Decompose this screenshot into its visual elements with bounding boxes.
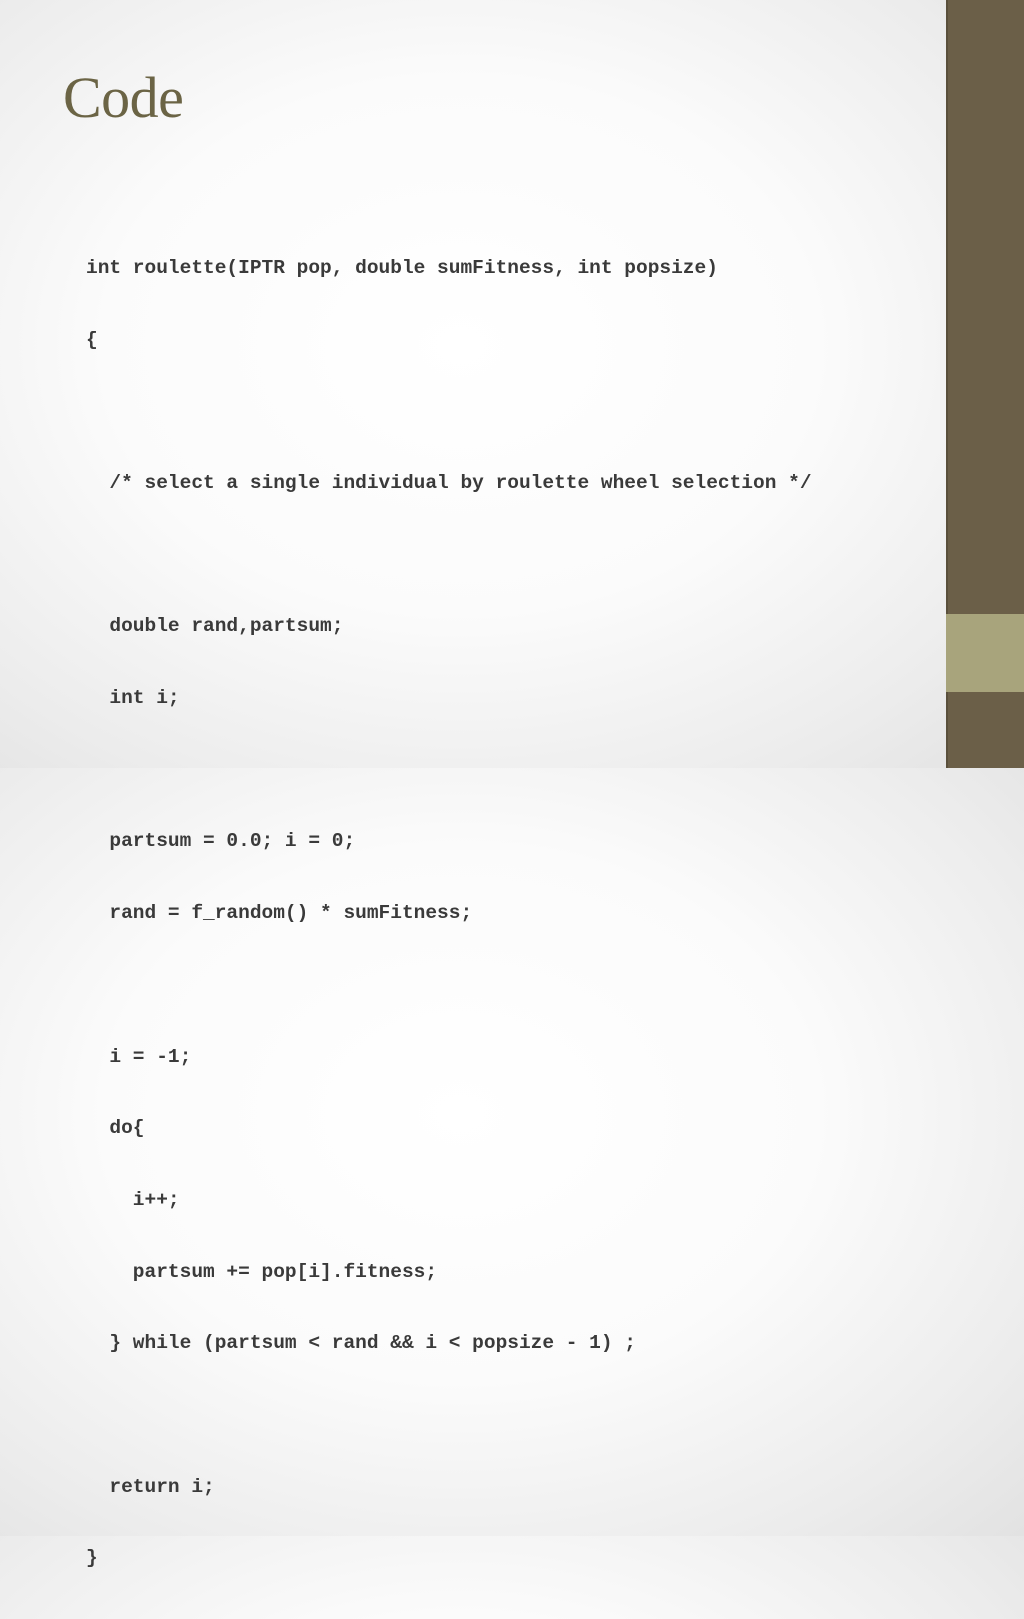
code-line: partsum += pop[i].fitness; [86,1260,438,1283]
code-line [86,400,812,424]
code-line: int roulette(IPTR pop, double sumFitness, int popsize) [86,256,718,279]
code-line [86,544,812,568]
code-line: double rand,partsum; [86,615,344,638]
code-line: do{ [86,1117,145,1140]
code-line: } while (partsum < rand && i < popsize - 1) ; [86,1332,636,1355]
code-line: int i; [86,687,180,710]
slide-title: Code [63,65,184,130]
code-line: return i; [86,1475,215,1498]
code-line: rand = f_random() * sumFitness; [86,902,473,925]
code-block [86,209,812,1619]
code-line: } [86,1547,98,1570]
code-line: { [86,328,98,351]
code-line: i++; [86,1188,180,1211]
code-line [86,1404,812,1428]
code-line: i = -1; [86,1045,192,1068]
sidebar-accent-block [946,614,1024,692]
code-line [86,759,812,783]
code-comment-line: /* select a single individual by roulette wheel selection */ [86,471,812,494]
code-line: partsum = 0.0; i = 0; [86,830,356,853]
code-line [86,974,812,998]
